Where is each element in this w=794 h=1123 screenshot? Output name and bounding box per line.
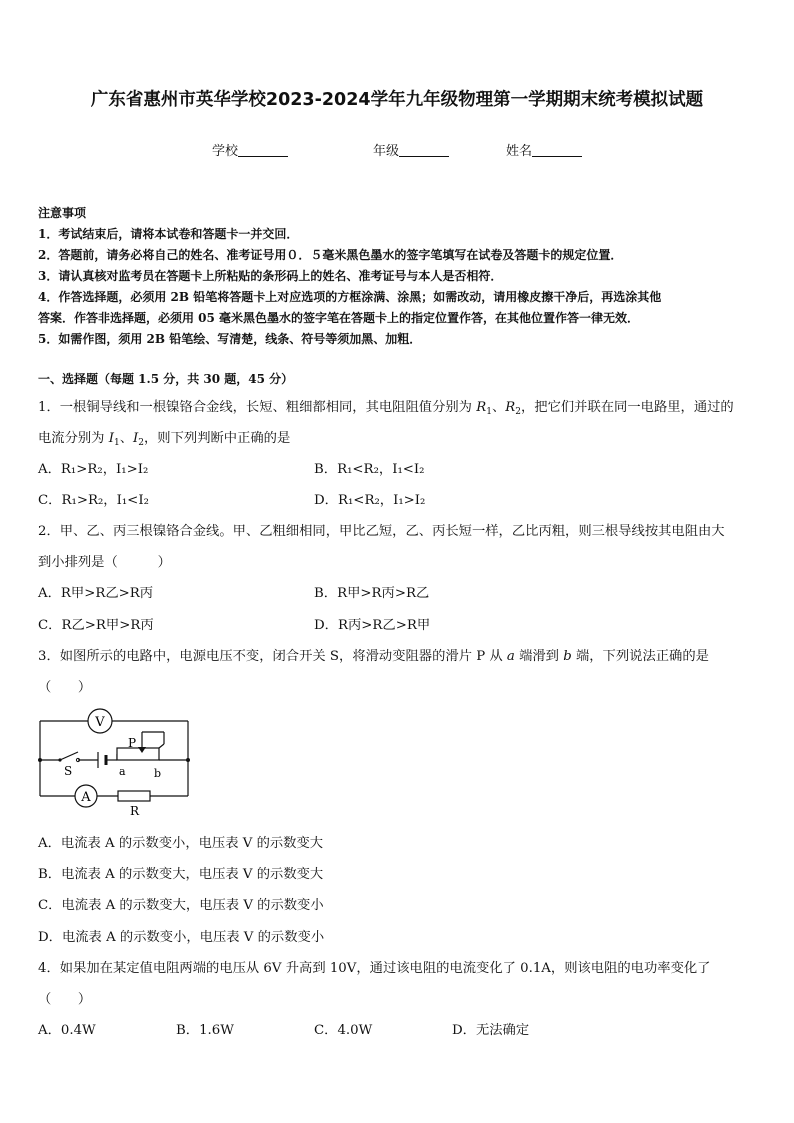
- q3-stem-line2: （ ）: [38, 680, 92, 695]
- section-heading: 一、选择题（每题 1.5 分，共 30 题，45 分）: [38, 372, 294, 386]
- q2-option-c: C．R乙>R甲>R丙: [38, 618, 154, 633]
- q3-option-c: C．电流表 A 的示数变大，电压表 V 的示数变小: [38, 898, 324, 913]
- name-field: 姓名: [506, 140, 582, 159]
- q4-option-b: B．1.6W: [176, 1023, 234, 1038]
- resistor-symbol: [118, 791, 150, 801]
- notice-item: 5．如需作图，须用 2B 铅笔绘、写清楚，线条、符号等须加黑、加粗．: [38, 332, 422, 346]
- q4-option-c: C．4.0W: [314, 1023, 373, 1038]
- rheostat-end-b: b: [154, 767, 162, 780]
- q2-stem-line2: 到小排列是（ ）: [38, 555, 171, 570]
- q4-stem-line2: （ ）: [38, 992, 92, 1007]
- q1-option-d: D．R₁<R₂，I₁>I₂: [314, 493, 426, 508]
- notice-item: 答案．作答非选择题，必须用 05 毫米黑色墨水的签字笔在答题卡上的指定位置作答，在其他位置作答一律无效．: [38, 311, 640, 325]
- school-blank: [238, 142, 288, 157]
- q3-option-a: A．电流表 A 的示数变小，电压表 V 的示数变大: [38, 836, 324, 851]
- q3-stem-line1: 3．如图所示的电路中，电源电压不变，闭合开关 S，将滑动变阻器的滑片 P 从 a 端滑到 b 端，下列说法正确的是: [38, 649, 709, 664]
- q2-option-d: D．R丙>R乙>R甲: [314, 618, 431, 633]
- switch-label: S: [64, 764, 73, 778]
- voltmeter-label: V: [95, 715, 105, 730]
- q3-option-b: B．电流表 A 的示数变大，电压表 V 的示数变大: [38, 867, 324, 882]
- q4-option-d: D．无法确定: [452, 1023, 530, 1038]
- grade-field: 年级: [373, 140, 449, 159]
- q3-option-d: D．电流表 A 的示数变小，电压表 V 的示数变小: [38, 930, 325, 945]
- name-blank: [532, 142, 582, 157]
- rheostat-symbol: [117, 748, 159, 760]
- q2-option-a: A．R甲>R乙>R丙: [38, 586, 154, 601]
- q4-stem-line1: 4．如果加在某定值电阻两端的电压从 6V 升高到 10V，通过该电阻的电流变化了 0.1A，则该电阻的电功率变化了: [38, 961, 711, 976]
- notice-item: 2．答题前，请务必将自己的姓名、准考证号用０．５毫米黑色墨水的签字笔填写在试卷及答题卡的规定位置．: [38, 248, 623, 262]
- notice-heading: 注意事项: [38, 206, 87, 220]
- q2-option-b: B．R甲>R丙>R乙: [314, 586, 430, 601]
- slider-label: P: [128, 736, 137, 750]
- q1-option-c: C．R₁>R₂，I₁<I₂: [38, 493, 149, 508]
- q1-stem-line1: 1．一根铜导线和一根镍铬合金线，长短、粗细都相同，其电阻阻值分别为 $R_1$、$R_2$，把它们并联在同一电路里，通过的: [38, 400, 734, 417]
- grade-blank: [399, 142, 449, 157]
- notice-item: 4．作答选择题，必须用 2B 铅笔将答题卡上对应选项的方框涂满、涂黑；如需改动，请用橡皮擦干净后，再选涂其他: [38, 290, 662, 304]
- circuit-diagram: [34, 704, 204, 824]
- q2-stem-line1: 2．甲、乙、丙三根镍铬合金线。甲、乙粗细相同，甲比乙短，乙、丙长短一样，乙比丙粗，则三根导线按其电阻由大: [38, 524, 725, 539]
- school-field: 学校: [212, 140, 288, 159]
- q1-option-a: A．R₁>R₂，I₁>I₂: [38, 462, 149, 477]
- notice-item: 3．请认真核对监考员在答题卡上所粘贴的条形码上的姓名、准考证号与本人是否相符．: [38, 269, 503, 283]
- q4-option-a: A．0.4W: [38, 1023, 96, 1038]
- notice-item: 1．考试结束后，请将本试卷和答题卡一并交回．: [38, 227, 299, 241]
- ammeter-label: A: [81, 790, 91, 805]
- rheostat-end-a: a: [119, 765, 126, 778]
- exam-title: 广东省惠州市英华学校2023-2024学年九年级物理第一学期期末统考模拟试题: [90, 90, 704, 110]
- q1-option-b: B．R₁<R₂，I₁<I₂: [314, 462, 425, 477]
- q1-stem-line2: 电流分别为 $I_1$、$I_2$，则下列判断中正确的是: [38, 431, 291, 448]
- resistor-label: R: [130, 804, 140, 818]
